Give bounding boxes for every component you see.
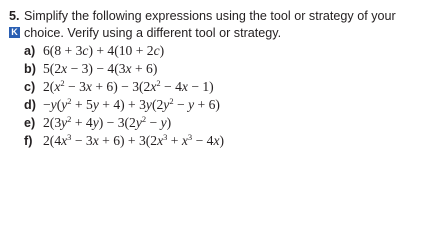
expression-b: 5(2x − 3) − 4(3x + 6) [43,61,158,76]
item-label-a: a) [24,44,36,58]
expression-c: $2(x^2 - 3x + 6) - 3(2x^2 - 4x - 1)$ [43,78,214,94]
item-label-e: e) [24,116,36,130]
item-label-b: b) [24,62,36,76]
problem-prompt-line-1: Simplify the following expressions using the tool or strategy of your [24,9,396,23]
expression-f: $2(4x^3 - 3x + 6) + 3(2x^3 + x^3 - 4x)$ [43,132,225,148]
expression-e: $2(3y^2 + 4y) - 3(2y^2 - y)$ [43,114,172,130]
expression-a: 6(8 + 3c) + 4(10 + 2c) [43,43,165,58]
item-label-d: d) [24,98,36,112]
k-icon: K [9,27,20,38]
item-label-c: c) [24,80,36,94]
item-label-f: f) [24,134,33,148]
problem-number: 5. [9,9,20,23]
expression-d: $-y(y^2 + 5y + 4) + 3y(2y^2 - y + 6)$ [43,96,220,112]
problem-prompt-line-2: choice. Verify using a different tool or strategy. [24,26,282,40]
